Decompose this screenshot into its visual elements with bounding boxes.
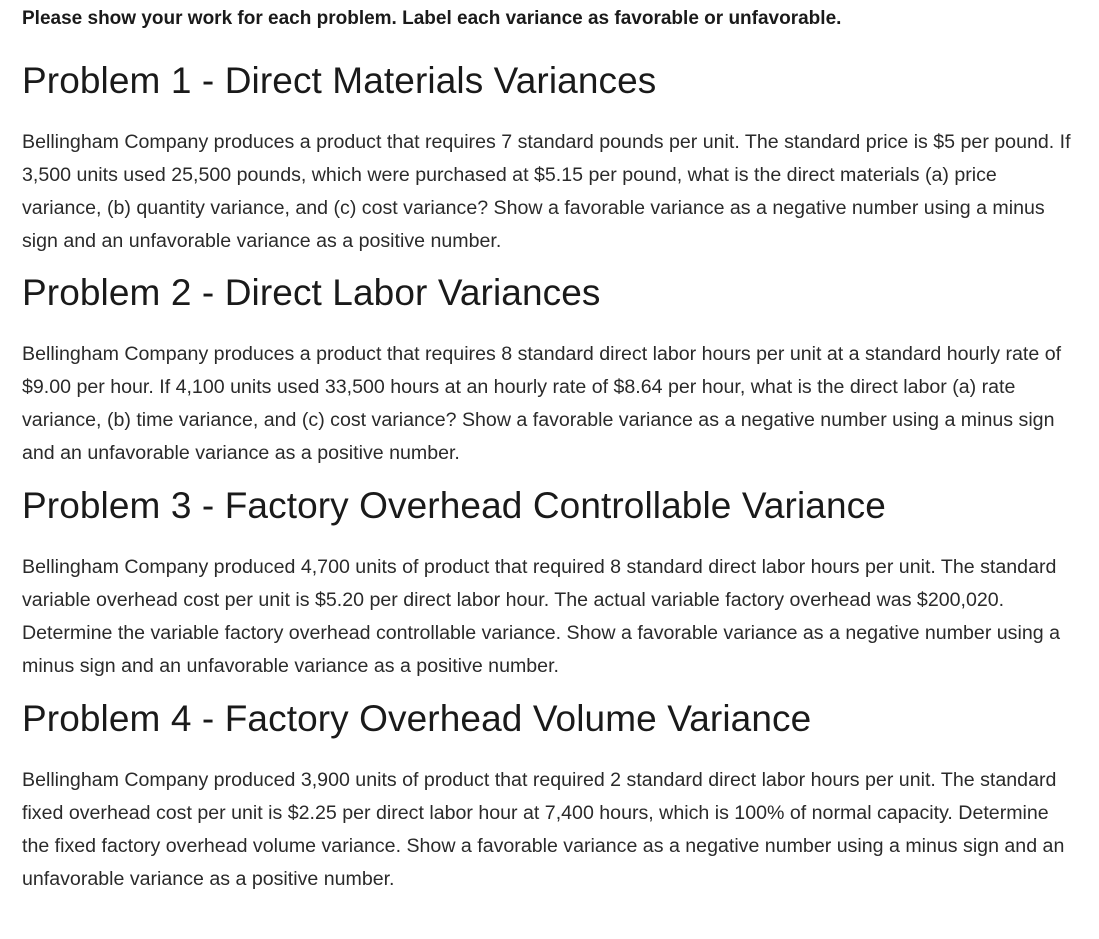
problem-1-title: Problem 1 - Direct Materials Variances [22, 60, 657, 101]
problem-1-section [22, 58, 1081, 258]
problem-2-title: Problem 2 - Direct Labor Variances [22, 272, 601, 313]
problem-3-section [22, 483, 1081, 683]
problem-3-text: Bellingham Company produced 4,700 units of product that required 8 standard direct labor hours per unit. The standard variable overhead cost per unit is $5.20 per direct labor hour. The actual variable factory overhead was $200,020. Determine the variable factory overhead controllable variance. Show a favorable variance as a negative number using a minus sign and an unfavorable variance as a positive number. [22, 556, 1060, 677]
problem-4-text: Bellingham Company produced 3,900 units of product that required 2 standard direct labor hours per unit. The standard fixed overhead cost per unit is $2.25 per direct labor hour at 7,400 hours, which is 100% of normal capacity. Determine the fixed factory overhead volume variance. Show a favorable variance as a negative number using a minus sign and an unfavorable variance as a positive number. [22, 769, 1065, 890]
problem-4-section [22, 696, 1081, 896]
problem-3-title: Problem 3 - Factory Overhead Controllable Variance [22, 485, 886, 526]
problem-2-section [22, 270, 1081, 470]
problem-2-text: Bellingham Company produces a product that requires 8 standard direct labor hours per unit at a standard hourly rate of $9.00 per hour. If 4,100 units used 33,500 hours at an hourly rate of $8.64 per hour, what is the direct labor (a) rate variance, (b) time variance, and (c) cost variance? Show a favorable variance as a negative number using a minus sign and an unfavorable variance as a positive number. [22, 343, 1062, 464]
instructions-text: Please show your work for each problem. Label each variance as favorable or unfavorable. [22, 8, 842, 29]
problem-1-text: Bellingham Company produces a product that requires 7 standard pounds per unit. The standard price is $5 per pound. If 3,500 units used 25,500 pounds, which were purchased at $5.15 per pound, what is the direct materials (a) price variance, (b) quantity variance, and (c) cost variance? Show a favorable variance as a negative number using a minus sign and an unfavorable variance as a positive number. [22, 131, 1071, 252]
problem-4-title: Problem 4 - Factory Overhead Volume Variance [22, 698, 812, 739]
